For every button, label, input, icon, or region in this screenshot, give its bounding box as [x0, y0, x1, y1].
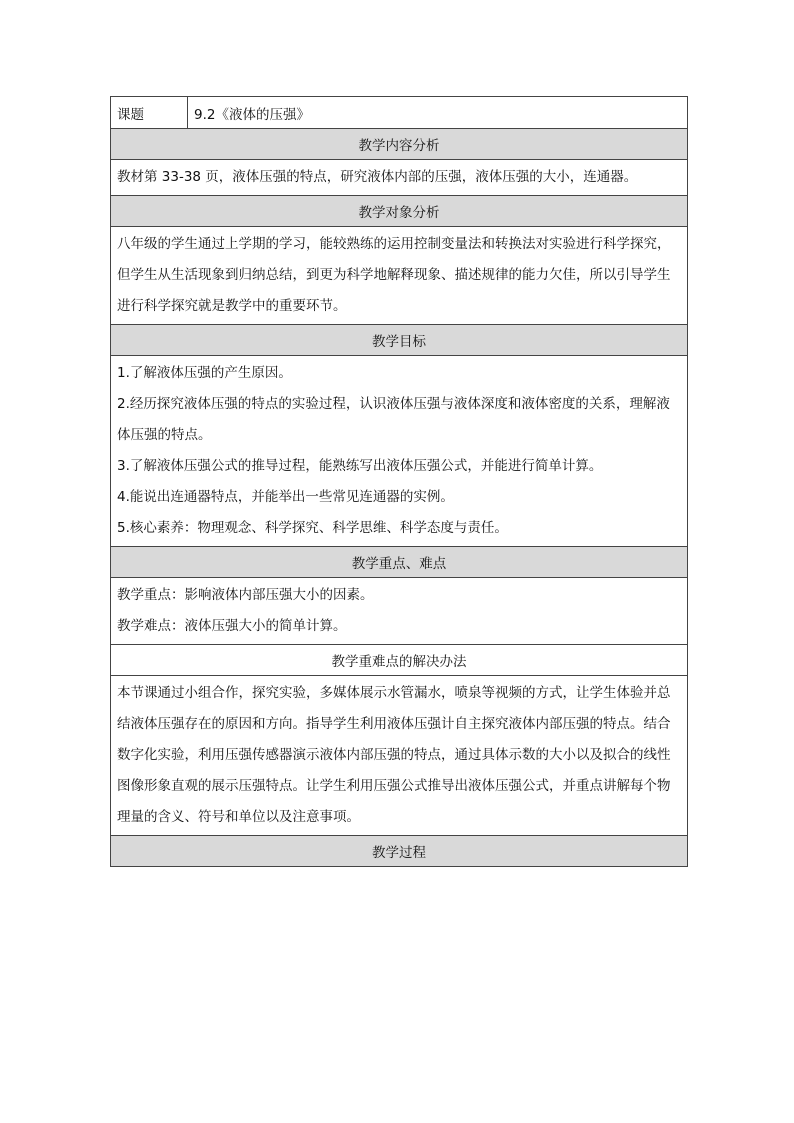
teaching-difficulty: 教学难点：液体压强大小的简单计算。 [117, 618, 347, 634]
objective-item: 3.了解液体压强公式的推导过程，能熟练写出液体压强公式，并能进行简单计算。 [117, 458, 603, 474]
topic-label: 课题 [111, 97, 188, 129]
student-analysis-header: 教学对象分析 [111, 196, 688, 227]
process-header-row [111, 836, 688, 867]
key-points-row [111, 578, 688, 645]
solutions-text: 本节课通过小组合作，探究实验，多媒体展示水管漏水，喷泉等视频的方式，让学生体验并总结液体压强存在的原因和方向。指导学生利用液体压强计自主探究液体内部压强的特点。结合数字化实验，利用压强传感器演示液体内部压强的特点，通过具体示数的大小以及拟合的线性图像形象直观的展示压强特点。让学生利用压强公式推导出液体压强公式，并重点讲解每个物理量的含义、符号和单位以及注意事项。 [111, 676, 688, 836]
solutions-row [111, 676, 688, 836]
key-points-content [111, 578, 688, 645]
student-analysis-header-row [111, 196, 688, 227]
student-analysis-text: 八年级的学生通过上学期的学习，能较熟练的运用控制变量法和转换法对实验进行科学探究，但学生从生活现象到归纳总结，到更为科学地解释现象、描述规律的能力欠佳，所以引导学生进行科学探究就是教学中的重要环节。 [111, 227, 688, 325]
objective-item: 4.能说出连通器特点，并能举出一些常见连通器的实例。 [117, 489, 454, 505]
content-analysis-header-row [111, 129, 688, 160]
key-points-header: 教学重点、难点 [111, 547, 688, 578]
content-analysis-row [111, 160, 688, 196]
topic-row [111, 97, 688, 129]
solutions-header-row [111, 645, 688, 676]
solutions-header: 教学重难点的解决办法 [111, 645, 688, 676]
student-analysis-row [111, 227, 688, 325]
key-points-header-row [111, 547, 688, 578]
content-analysis-header: 教学内容分析 [111, 129, 688, 160]
objectives-header: 教学目标 [111, 325, 688, 356]
objective-item: 5.核心素养：物理观念、科学探究、科学思维、科学态度与责任。 [117, 520, 508, 536]
objectives-header-row [111, 325, 688, 356]
teaching-focus: 教学重点：影响液体内部压强大小的因素。 [117, 587, 374, 603]
objective-item: 1.了解液体压强的产生原因。 [117, 365, 292, 381]
lesson-plan-table [110, 96, 688, 867]
objectives-list [111, 356, 688, 547]
content-analysis-text: 教材第 33-38 页，液体压强的特点，研究液体内部的压强，液体压强的大小，连通器。 [111, 160, 688, 196]
process-header: 教学过程 [111, 836, 688, 867]
objectives-row [111, 356, 688, 547]
objective-item: 2.经历探究液体压强的特点的实验过程，认识液体压强与液体深度和液体密度的关系，理解液体压强的特点。 [117, 396, 670, 443]
topic-value: 9.2《液体的压强》 [188, 97, 688, 129]
